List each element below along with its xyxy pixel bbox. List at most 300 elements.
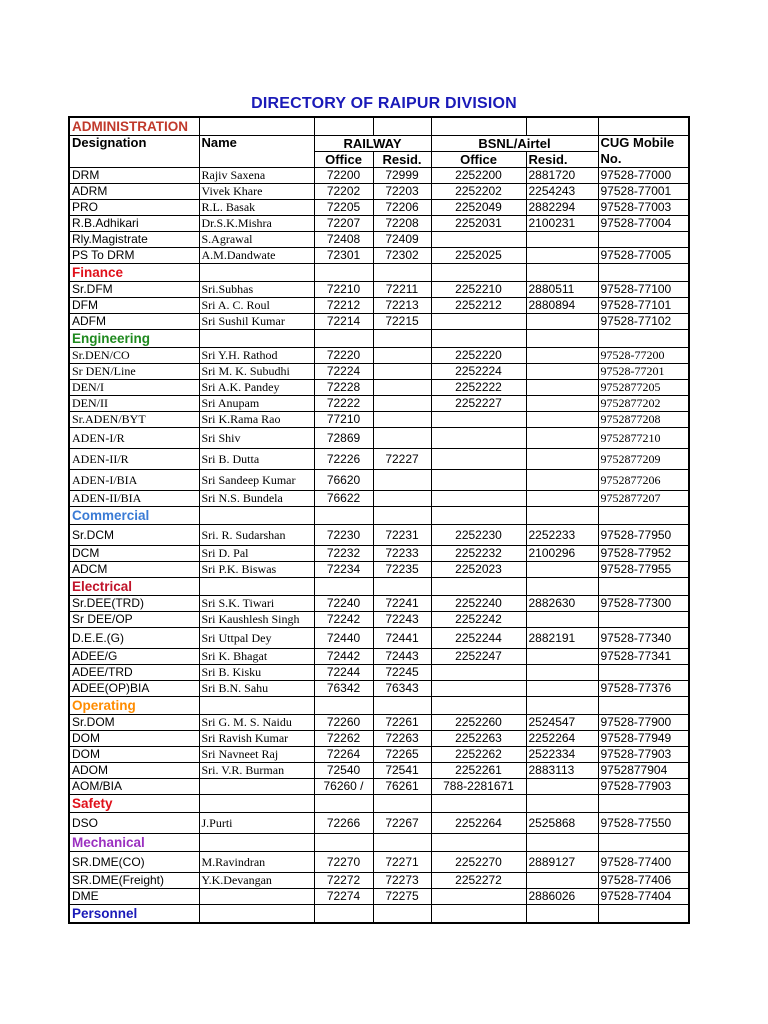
- table-row: [69, 184, 689, 200]
- name-cell: Sri Anupam: [199, 396, 314, 412]
- cug-cell: 97528-77101: [598, 298, 689, 314]
- bsnl-resid-cell: [526, 314, 598, 330]
- empty-cell: [598, 697, 689, 715]
- railway-resid-cell: 72271: [373, 852, 431, 873]
- empty-cell: [526, 117, 598, 136]
- name-cell: Sri Shiv: [199, 428, 314, 449]
- railway-resid-cell: 72275: [373, 889, 431, 905]
- table-row: [69, 200, 689, 216]
- table-row: [69, 380, 689, 396]
- cug-cell: 97528-77201: [598, 364, 689, 380]
- designation-cell: ADEN-II/R: [69, 449, 199, 470]
- cug-cell: 97528-77903: [598, 747, 689, 763]
- railway-office-cell: 72442: [314, 649, 373, 665]
- name-cell: R.L. Basak: [199, 200, 314, 216]
- designation-cell: DCM: [69, 546, 199, 562]
- name-cell: Sri A.K. Pandey: [199, 380, 314, 396]
- railway-office-cell: 76622: [314, 491, 373, 507]
- bsnl-resid-cell: 2522334: [526, 747, 598, 763]
- empty-cell: [431, 330, 526, 348]
- table-row: [69, 525, 689, 546]
- table-row: [69, 546, 689, 562]
- bsnl-office-cell: 2252222: [431, 380, 526, 396]
- railway-header: RAILWAY: [314, 136, 431, 152]
- railway-office-cell: 72207: [314, 216, 373, 232]
- bsnl-office-cell: 2252272: [431, 873, 526, 889]
- empty-cell: [431, 905, 526, 924]
- bsnl-office-cell: [431, 665, 526, 681]
- designation-cell: PRO: [69, 200, 199, 216]
- empty-cell: [431, 578, 526, 596]
- empty-cell: [373, 697, 431, 715]
- designation-cell: ADCM: [69, 562, 199, 578]
- name-cell: Sri Sushil Kumar: [199, 314, 314, 330]
- name-cell: Sri Kaushlesh Singh: [199, 612, 314, 628]
- table-row: [69, 248, 689, 264]
- railway-office-cell: 72222: [314, 396, 373, 412]
- cug-cell: 97528-77400: [598, 852, 689, 873]
- name-cell: Sri. R. Sudarshan: [199, 525, 314, 546]
- railway-office-cell: 72224: [314, 364, 373, 380]
- name-cell: Sri B.N. Sahu: [199, 681, 314, 697]
- directory-body: [69, 117, 689, 923]
- bsnl-resid-cell: 2880511: [526, 282, 598, 298]
- railway-resid-cell: 72261: [373, 715, 431, 731]
- name-cell: Vivek Khare: [199, 184, 314, 200]
- empty-cell: [526, 330, 598, 348]
- empty-cell: [199, 330, 314, 348]
- designation-cell: ADEE/TRD: [69, 665, 199, 681]
- railway-resid-cell: 72231: [373, 525, 431, 546]
- designation-cell: Sr.DEN/CO: [69, 348, 199, 364]
- name-cell: Sri Ravish Kumar: [199, 731, 314, 747]
- table-row: [69, 428, 689, 449]
- empty-cell: [431, 117, 526, 136]
- railway-resid-cell: 72233: [373, 546, 431, 562]
- name-cell: Sri P.K. Biswas: [199, 562, 314, 578]
- table-row: [69, 596, 689, 612]
- empty-cell: [199, 117, 314, 136]
- cug-cell: [598, 665, 689, 681]
- cug-cell: 97528-77949: [598, 731, 689, 747]
- empty-cell: [598, 264, 689, 282]
- bsnl-resid-cell: [526, 562, 598, 578]
- designation-cell: DME: [69, 889, 199, 905]
- table-row: [69, 348, 689, 364]
- empty-cell: [373, 330, 431, 348]
- bsnl-resid-cell: [526, 232, 598, 248]
- railway-resid-cell: 72267: [373, 813, 431, 834]
- name-cell: Sri K.Rama Rao: [199, 412, 314, 428]
- railway-office-cell: 72212: [314, 298, 373, 314]
- empty-cell: [598, 834, 689, 852]
- designation-cell: DOM: [69, 731, 199, 747]
- bsnl-office-cell: [431, 428, 526, 449]
- bsnl-resid-cell: 2524547: [526, 715, 598, 731]
- bsnl-office-cell: [431, 449, 526, 470]
- name-cell: Sri B. Kisku: [199, 665, 314, 681]
- bsnl-resid-cell: [526, 380, 598, 396]
- section-heading: Personnel: [69, 905, 199, 924]
- name-cell: Sri G. M. S. Naidu: [199, 715, 314, 731]
- empty-cell: [598, 507, 689, 525]
- cug-cell: 97528-77406: [598, 873, 689, 889]
- railway-resid-cell: [373, 348, 431, 364]
- table-row: [69, 681, 689, 697]
- section-row: [69, 330, 689, 348]
- bsnl-office-cell: 2252202: [431, 184, 526, 200]
- designation-cell: ADRM: [69, 184, 199, 200]
- railway-office-cell: 76342: [314, 681, 373, 697]
- railway-resid-cell: [373, 412, 431, 428]
- designation-cell: DEN/I: [69, 380, 199, 396]
- table-row: [69, 314, 689, 330]
- empty-cell: [526, 264, 598, 282]
- empty-cell: [199, 264, 314, 282]
- table-row: [69, 889, 689, 905]
- cug-header: [598, 136, 689, 168]
- table-row: [69, 470, 689, 491]
- designation-cell: DFM: [69, 298, 199, 314]
- table-row: [69, 628, 689, 649]
- bsnl-resid-cell: 2889127: [526, 852, 598, 873]
- railway-office-cell: 76620: [314, 470, 373, 491]
- bsnl-resid-cell: [526, 449, 598, 470]
- railway-resid-cell: 72211: [373, 282, 431, 298]
- designation-cell: Sr.DEE(TRD): [69, 596, 199, 612]
- cug-cell: 97528-77955: [598, 562, 689, 578]
- empty-cell: [598, 795, 689, 813]
- table-row: [69, 731, 689, 747]
- empty-cell: [373, 117, 431, 136]
- bsnl-resid-cell: 2100231: [526, 216, 598, 232]
- bsnl-resid-cell: [526, 649, 598, 665]
- empty-cell: [373, 578, 431, 596]
- railway-resid-cell: 72999: [373, 168, 431, 184]
- designation-cell: Sr.ADEN/BYT: [69, 412, 199, 428]
- railway-resid-cell: 72541: [373, 763, 431, 779]
- railway-office-cell: 72270: [314, 852, 373, 873]
- railway-resid-cell: [373, 364, 431, 380]
- section-heading: Commercial: [69, 507, 199, 525]
- table-row: [69, 396, 689, 412]
- railway-resid-cell: [373, 491, 431, 507]
- name-cell: Sri.Subhas: [199, 282, 314, 298]
- designation-cell: PS To DRM: [69, 248, 199, 264]
- bsnl-office-cell: 2252261: [431, 763, 526, 779]
- bsnl-resid-cell: 2252264: [526, 731, 598, 747]
- bsnl-resid-cell: 2882294: [526, 200, 598, 216]
- empty-cell: [314, 834, 373, 852]
- name-cell: [199, 779, 314, 795]
- empty-cell: [199, 905, 314, 924]
- designation-cell: DOM: [69, 747, 199, 763]
- railway-resid-cell: 72203: [373, 184, 431, 200]
- bsnl-resid-cell: [526, 873, 598, 889]
- section-heading: Operating: [69, 697, 199, 715]
- cug-header-line2: No.: [600, 151, 622, 166]
- bsnl-office-cell: 2252263: [431, 731, 526, 747]
- empty-cell: [314, 330, 373, 348]
- name-cell: Sri S.K. Tiwari: [199, 596, 314, 612]
- cug-cell: 97528-77903: [598, 779, 689, 795]
- cug-cell: 97528-77340: [598, 628, 689, 649]
- empty-cell: [431, 507, 526, 525]
- designation-header: Designation: [69, 136, 199, 168]
- name-header: Name: [199, 136, 314, 168]
- empty-cell: [526, 905, 598, 924]
- bsnl-office-cell: 2252264: [431, 813, 526, 834]
- bsnl-office-cell: 2252212: [431, 298, 526, 314]
- bsnl-resid-cell: 2254243: [526, 184, 598, 200]
- empty-cell: [314, 507, 373, 525]
- bsnl-office-header: Office: [431, 152, 526, 168]
- railway-resid-cell: 72215: [373, 314, 431, 330]
- bsnl-office-cell: 788-2281671: [431, 779, 526, 795]
- designation-cell: DEN/II: [69, 396, 199, 412]
- bsnl-resid-cell: [526, 612, 598, 628]
- bsnl-resid-cell: [526, 412, 598, 428]
- table-row: [69, 852, 689, 873]
- table-row: [69, 168, 689, 184]
- empty-cell: [314, 117, 373, 136]
- bsnl-office-cell: 2252031: [431, 216, 526, 232]
- bsnl-header: BSNL/Airtel: [431, 136, 598, 152]
- railway-resid-cell: [373, 380, 431, 396]
- empty-cell: [526, 507, 598, 525]
- railway-office-cell: 72240: [314, 596, 373, 612]
- cug-cell: 9752877207: [598, 491, 689, 507]
- bsnl-office-cell: 2252244: [431, 628, 526, 649]
- railway-office-cell: 72232: [314, 546, 373, 562]
- empty-cell: [431, 834, 526, 852]
- railway-resid-cell: 76261: [373, 779, 431, 795]
- section-heading: Finance: [69, 264, 199, 282]
- name-cell: J.Purti: [199, 813, 314, 834]
- railway-office-cell: 72228: [314, 380, 373, 396]
- railway-office-cell: 72301: [314, 248, 373, 264]
- empty-cell: [526, 834, 598, 852]
- page-title: DIRECTORY OF RAIPUR DIVISION: [251, 95, 517, 112]
- railway-resid-cell: 72208: [373, 216, 431, 232]
- empty-cell: [314, 264, 373, 282]
- railway-office-cell: 72220: [314, 348, 373, 364]
- railway-office-cell: 72408: [314, 232, 373, 248]
- cug-cell: [598, 612, 689, 628]
- table-row: [69, 282, 689, 298]
- cug-cell: 97528-77900: [598, 715, 689, 731]
- bsnl-office-cell: [431, 889, 526, 905]
- designation-cell: ADEN-II/BIA: [69, 491, 199, 507]
- bsnl-office-cell: 2252247: [431, 649, 526, 665]
- section-heading: Safety: [69, 795, 199, 813]
- table-row: [69, 665, 689, 681]
- cug-cell: 97528-77102: [598, 314, 689, 330]
- designation-cell: Sr.DFM: [69, 282, 199, 298]
- header-row: [69, 136, 689, 152]
- bsnl-office-cell: [431, 232, 526, 248]
- bsnl-office-cell: 2252242: [431, 612, 526, 628]
- name-cell: Sri Uttpal Dey: [199, 628, 314, 649]
- designation-cell: Sr DEN/Line: [69, 364, 199, 380]
- empty-cell: [431, 697, 526, 715]
- cug-cell: 97528-77005: [598, 248, 689, 264]
- railway-resid-cell: 72273: [373, 873, 431, 889]
- name-cell: Sri M. K. Subudhi: [199, 364, 314, 380]
- empty-cell: [199, 795, 314, 813]
- designation-cell: Sr.DOM: [69, 715, 199, 731]
- bsnl-office-cell: [431, 681, 526, 697]
- bsnl-resid-cell: 2882191: [526, 628, 598, 649]
- table-row: [69, 715, 689, 731]
- section-row: [69, 117, 689, 136]
- cug-cell: 9752877904: [598, 763, 689, 779]
- railway-resid-cell: 72243: [373, 612, 431, 628]
- bsnl-office-cell: 2252224: [431, 364, 526, 380]
- cug-cell: 97528-77100: [598, 282, 689, 298]
- railway-resid-cell: 72265: [373, 747, 431, 763]
- bsnl-resid-cell: [526, 248, 598, 264]
- bsnl-office-cell: 2252200: [431, 168, 526, 184]
- designation-cell: DSO: [69, 813, 199, 834]
- railway-resid-cell: 72227: [373, 449, 431, 470]
- cug-cell: 97528-77404: [598, 889, 689, 905]
- empty-cell: [199, 697, 314, 715]
- table-row: [69, 873, 689, 889]
- table-row: [69, 491, 689, 507]
- empty-cell: [598, 117, 689, 136]
- cug-cell: 97528-77950: [598, 525, 689, 546]
- bsnl-resid-cell: 2880894: [526, 298, 598, 314]
- designation-cell: ADFM: [69, 314, 199, 330]
- name-cell: Sri D. Pal: [199, 546, 314, 562]
- empty-cell: [526, 795, 598, 813]
- bsnl-office-cell: 2252023: [431, 562, 526, 578]
- section-row: [69, 697, 689, 715]
- railway-office-cell: 72230: [314, 525, 373, 546]
- railway-office-cell: 72274: [314, 889, 373, 905]
- table-row: [69, 216, 689, 232]
- railway-office-cell: 77210: [314, 412, 373, 428]
- railway-resid-cell: 72245: [373, 665, 431, 681]
- empty-cell: [199, 507, 314, 525]
- bsnl-resid-header: Resid.: [526, 152, 598, 168]
- bsnl-office-cell: 2252270: [431, 852, 526, 873]
- cug-header-line1: CUG Mobile: [600, 135, 675, 150]
- section-row: [69, 795, 689, 813]
- cug-cell: 9752877209: [598, 449, 689, 470]
- railway-office-cell: 72262: [314, 731, 373, 747]
- name-cell: Sri N.S. Bundela: [199, 491, 314, 507]
- railway-office-header: Office: [314, 152, 373, 168]
- section-heading: ADMINISTRATION: [69, 117, 199, 136]
- name-cell: Dr.S.K.Mishra: [199, 216, 314, 232]
- bsnl-office-cell: 2252230: [431, 525, 526, 546]
- section-heading: Electrical: [69, 578, 199, 596]
- table-row: [69, 612, 689, 628]
- empty-cell: [431, 795, 526, 813]
- bsnl-resid-cell: [526, 428, 598, 449]
- designation-cell: ADEE/G: [69, 649, 199, 665]
- name-cell: Sri. V.R. Burman: [199, 763, 314, 779]
- table-row: [69, 562, 689, 578]
- table-row: [69, 298, 689, 314]
- railway-office-cell: 72202: [314, 184, 373, 200]
- section-row: [69, 578, 689, 596]
- name-cell: Rajiv Saxena: [199, 168, 314, 184]
- empty-cell: [199, 834, 314, 852]
- name-cell: Sri Y.H. Rathod: [199, 348, 314, 364]
- railway-office-cell: 72244: [314, 665, 373, 681]
- cug-cell: 9752877210: [598, 428, 689, 449]
- table-row: [69, 232, 689, 248]
- name-cell: Y.K.Devangan: [199, 873, 314, 889]
- designation-cell: SR.DME(Freight): [69, 873, 199, 889]
- section-row: [69, 834, 689, 852]
- bsnl-office-cell: 2252049: [431, 200, 526, 216]
- railway-office-cell: 72260: [314, 715, 373, 731]
- empty-cell: [526, 697, 598, 715]
- name-cell: M.Ravindran: [199, 852, 314, 873]
- railway-office-cell: 72264: [314, 747, 373, 763]
- cug-cell: 9752877202: [598, 396, 689, 412]
- railway-office-cell: 72210: [314, 282, 373, 298]
- section-row: [69, 905, 689, 924]
- empty-cell: [373, 834, 431, 852]
- railway-office-cell: 76260 /: [314, 779, 373, 795]
- table-row: [69, 649, 689, 665]
- name-cell: Sri A. C. Roul: [199, 298, 314, 314]
- railway-resid-cell: 72302: [373, 248, 431, 264]
- bsnl-resid-cell: 2886026: [526, 889, 598, 905]
- railway-office-cell: 72226: [314, 449, 373, 470]
- bsnl-office-cell: 2252220: [431, 348, 526, 364]
- cug-cell: 9752877205: [598, 380, 689, 396]
- bsnl-resid-cell: [526, 779, 598, 795]
- section-row: [69, 507, 689, 525]
- bsnl-office-cell: 2252232: [431, 546, 526, 562]
- cug-cell: 97528-77001: [598, 184, 689, 200]
- name-cell: A.M.Dandwate: [199, 248, 314, 264]
- bsnl-resid-cell: [526, 470, 598, 491]
- cug-cell: 97528-77376: [598, 681, 689, 697]
- empty-cell: [314, 697, 373, 715]
- bsnl-office-cell: 2252227: [431, 396, 526, 412]
- cug-cell: 97528-77004: [598, 216, 689, 232]
- table-row: [69, 449, 689, 470]
- cug-cell: 9752877206: [598, 470, 689, 491]
- bsnl-resid-cell: 2882630: [526, 596, 598, 612]
- cug-cell: 97528-77003: [598, 200, 689, 216]
- bsnl-resid-cell: 2252233: [526, 525, 598, 546]
- bsnl-office-cell: [431, 412, 526, 428]
- empty-cell: [526, 578, 598, 596]
- empty-cell: [598, 578, 689, 596]
- bsnl-resid-cell: [526, 681, 598, 697]
- railway-resid-cell: 72235: [373, 562, 431, 578]
- cug-cell: 97528-77000: [598, 168, 689, 184]
- bsnl-office-cell: 2252210: [431, 282, 526, 298]
- section-heading: Mechanical: [69, 834, 199, 852]
- section-heading: Engineering: [69, 330, 199, 348]
- bsnl-office-cell: [431, 314, 526, 330]
- railway-resid-cell: 72241: [373, 596, 431, 612]
- designation-cell: DRM: [69, 168, 199, 184]
- empty-cell: [598, 330, 689, 348]
- bsnl-office-cell: 2252260: [431, 715, 526, 731]
- empty-cell: [373, 905, 431, 924]
- bsnl-resid-cell: [526, 491, 598, 507]
